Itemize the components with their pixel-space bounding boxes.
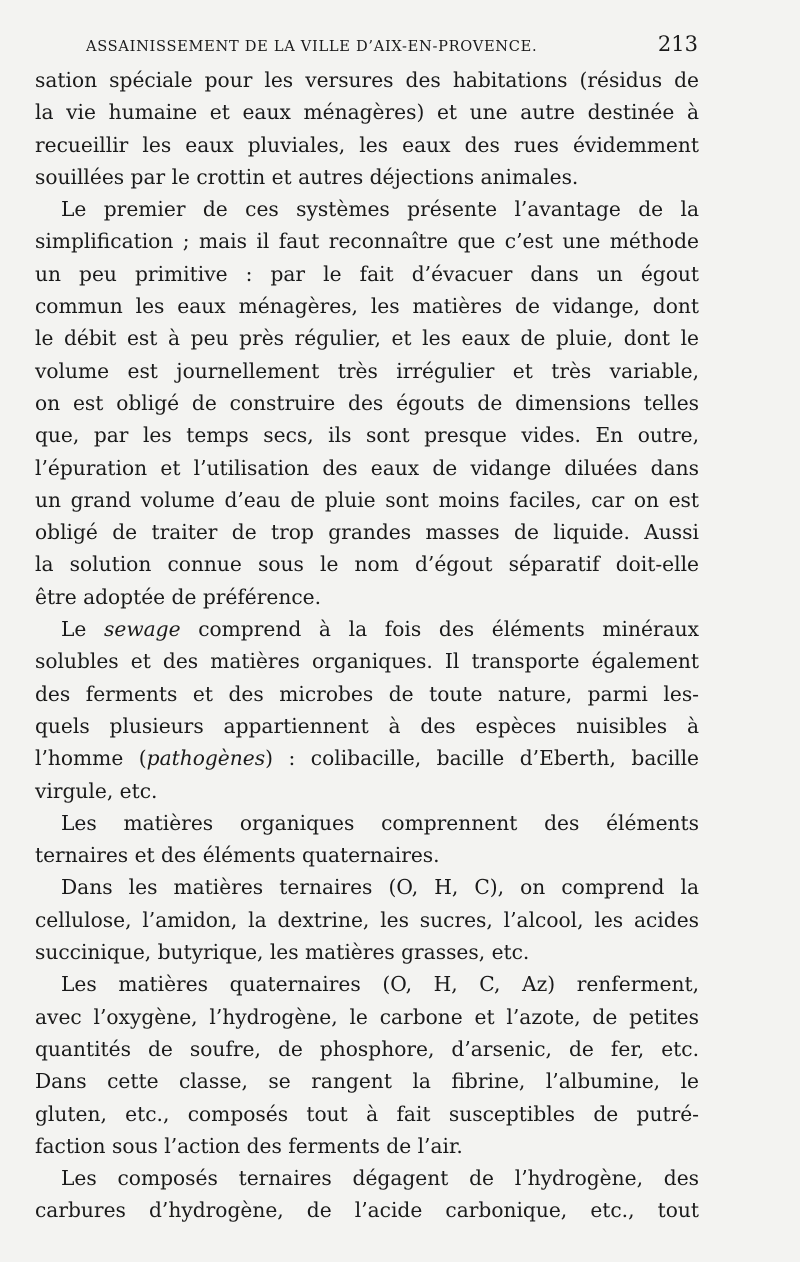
text-line: souillées par le crottin et autres déjections animales. (35, 164, 579, 189)
text-line: que, par les temps secs, ils sont presque vides. En outre, (35, 423, 699, 448)
text-line: simplification ; mais il faut reconnaître que c’est une méthode (35, 229, 699, 254)
text-line: un grand volume d’eau de pluie sont moins faciles, car on est (35, 487, 699, 512)
text-line: succinique, butyrique, les matières grasses, etc. (35, 940, 530, 965)
text-line: faction sous l’action des ferments de l’air. (35, 1133, 463, 1158)
text-line: sation spéciale pour les versures des habitations (résidus de (35, 68, 699, 92)
text-line: un peu primitive : par le fait d’évacuer dans un égout (35, 261, 699, 286)
text-line: Les composés ternaires dégagent de l’hydrogène, des (61, 1166, 699, 1191)
italic-term-sewage: sewage (104, 617, 181, 642)
text-line: la vie humaine et eaux ménagères) et une autre destinée à (35, 100, 699, 125)
running-head (86, 32, 698, 58)
text-line: Les matières quaternaires (O, H, C, Az) renferment, (61, 972, 699, 997)
text-line: volume est journellement très irrégulier et très variable, (35, 358, 699, 383)
text-line: quantités de soufre, de phosphore, d’arsenic, de fer, etc. (35, 1036, 699, 1061)
text-line: quels plusieurs appartiennent à des espèces nuisibles à (35, 713, 699, 738)
text-line: être adoptée de préférence. (35, 584, 322, 609)
running-title: ASSAINISSEMENT DE LA VILLE D’AIX-EN-PROVENCE. (86, 38, 538, 55)
text-line: gluten, etc., composés tout à fait susceptibles de putré- (35, 1101, 699, 1126)
text-line (35, 742, 699, 774)
text-line: le débit est à peu près régulier, et les eaux de pluie, dont le (35, 326, 699, 351)
text-line: l’épuration et l’utilisation des eaux de vidange diluées dans (35, 455, 699, 480)
text-line: carbures d’hydrogène, de l’acide carbonique, etc., tout (35, 1198, 699, 1223)
text-line: avec l’oxygène, l’hydrogène, le carbone et l’azote, de petites (35, 1004, 699, 1029)
text-line: virgule, etc. (35, 778, 158, 803)
text-line: des ferments et des microbes de toute nature, parmi les- (35, 681, 699, 706)
text-run: Le (61, 617, 105, 642)
text-run: l’homme ( (35, 746, 147, 771)
text-line: Les matières organiques comprennent des éléments (61, 810, 699, 835)
text-line: la solution connue sous le nom d’égout séparatif doit-elle (35, 552, 699, 577)
italic-term-pathogenes: pathogènes (146, 746, 266, 771)
text-line: recueillir les eaux pluviales, les eaux des rues évidemment (35, 132, 699, 157)
text-run: ) : colibacille, bacille d’Eberth, bacille (265, 746, 699, 771)
text-line: on est obligé de construire des égouts de dimensions telles (35, 390, 699, 415)
page-number: 213 (657, 32, 698, 56)
text-run: comprend à la fois des éléments minéraux (180, 617, 699, 642)
text-line: commun les eaux ménagères, les matières de vidange, dont (35, 294, 699, 319)
text-line: solubles et des matières organiques. Il transporte également (35, 649, 699, 674)
page-body (35, 64, 699, 1227)
text-line: Dans les matières ternaires (O, H, C), on comprend la (61, 875, 699, 900)
text-line: obligé de traiter de trop grandes masses de liquide. Aussi (35, 520, 699, 545)
text-line: Dans cette classe, se rangent la fibrine, l’albumine, le (35, 1069, 699, 1094)
text-line: ternaires et des éléments quaternaires. (35, 843, 440, 868)
text-line: Le premier de ces systèmes présente l’avantage de la (61, 197, 699, 222)
text-line (35, 613, 699, 645)
text-line: cellulose, l’amidon, la dextrine, les sucres, l’alcool, les acides (35, 907, 699, 932)
